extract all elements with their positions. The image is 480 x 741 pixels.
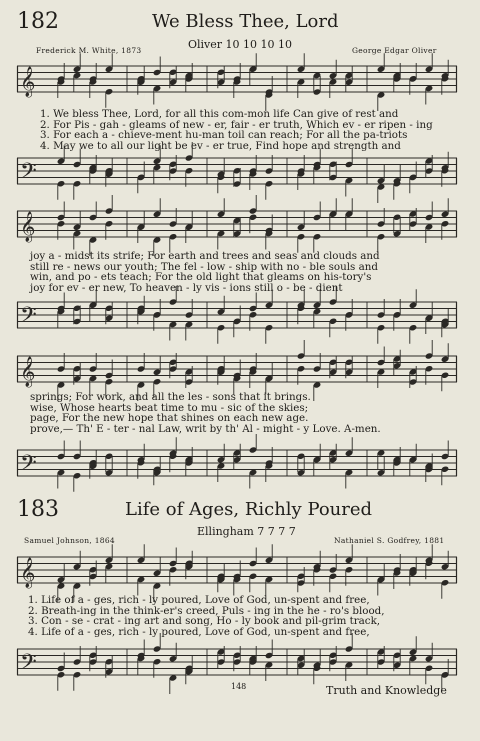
hymn-title: We Bless Thee, Lord [152, 11, 339, 32]
lyric-line: joy a - midst its strife; For earth and trees and seas and clouds and [30, 250, 380, 262]
lyric-line: page, For the new hope that shines on each new age. [30, 412, 309, 424]
svg-text:𝄞: 𝄞 [20, 212, 36, 242]
svg-text:𝄢: 𝄢 [20, 650, 37, 680]
music-credit: George Edgar Oliver [352, 46, 437, 55]
hymn-number: 183 [17, 497, 59, 522]
svg-text:𝄞: 𝄞 [20, 558, 36, 588]
lyric-line: still re - news our youth; The fel - low - ship with no - ble souls and [30, 260, 378, 273]
lyric-line: 4. Life of a - ges, rich - ly poured, Love of God, un-spent and free, [28, 625, 370, 638]
hymn-number: 182 [17, 9, 59, 34]
lyrics-block [28, 595, 385, 637]
words-credit: Samuel Johnson, 1864 [24, 536, 116, 545]
lyric-line: springs; For work, and all the les - sons that it brings. [30, 391, 311, 403]
lyric-line: win, and po - ets teach; For the old light that gleams on his-tory's [30, 271, 372, 283]
lyrics-block [30, 251, 380, 293]
lyric-line: wise, Whose hearts beat time to mu - sic of the skies; [30, 401, 309, 414]
treble-staff [17, 62, 457, 102]
page-number: 148 [231, 682, 247, 691]
lyric-line: 1. We bless Thee, Lord, for all this com-mon life Can give of rest and [40, 108, 399, 120]
bass-staff [17, 154, 457, 194]
lyric-line: 2. Breath-ing in the think-er's creed, Puls - ing in the he - ro's blood, [28, 604, 385, 617]
lyrics-block [30, 392, 381, 434]
lyric-line: 3. Con - se - crat - ing art and song, Ho - ly book and pil-grim track, [28, 615, 381, 627]
words-credit: Frederick M. White, 1873 [36, 46, 142, 55]
tune-name: Ellingham 7 7 7 7 [197, 525, 296, 538]
bass-staff [17, 298, 457, 338]
lyric-line: joy for ev - er new, To heaven - ly vis - ions still o - be - dient [30, 281, 343, 294]
svg-text:𝄞: 𝄞 [20, 357, 36, 387]
lyrics-block [40, 109, 433, 151]
section-title: Truth and Knowledge [326, 684, 447, 697]
lyric-line: 4. May we to all our light be ev - er true, Find hope and strength and [40, 139, 401, 152]
svg-text:𝄞: 𝄞 [20, 67, 36, 97]
lyric-line: 2. For Pis - gah - gleams of new - er, fair - er truth, Which ev - er ripen - ing [40, 118, 433, 131]
treble-staff [17, 207, 457, 247]
music-credit: Nathaniel S. Godfrey, 1881 [334, 536, 445, 545]
hymn-title: Life of Ages, Richly Poured [125, 499, 373, 520]
treble-staff [17, 352, 457, 392]
svg-text:𝄢: 𝄢 [20, 159, 37, 189]
bass-staff [17, 645, 457, 685]
svg-text:𝄢: 𝄢 [20, 451, 37, 481]
lyric-line: 3. For each a - chieve-ment hu-man toil can reach; For all the pa-triots [40, 129, 408, 141]
tune-name: Oliver 10 10 10 10 [188, 38, 293, 51]
treble-staff [17, 553, 457, 593]
bass-staff [17, 446, 457, 486]
svg-text:𝄢: 𝄢 [20, 303, 37, 333]
lyric-line: prove,— Th' E - ter - nal Law, writ by th' Al - might - y Love. A-men. [30, 422, 381, 435]
lyric-line: 1. Life of a - ges, rich - ly poured, Love of God, un-spent and free, [28, 594, 370, 606]
